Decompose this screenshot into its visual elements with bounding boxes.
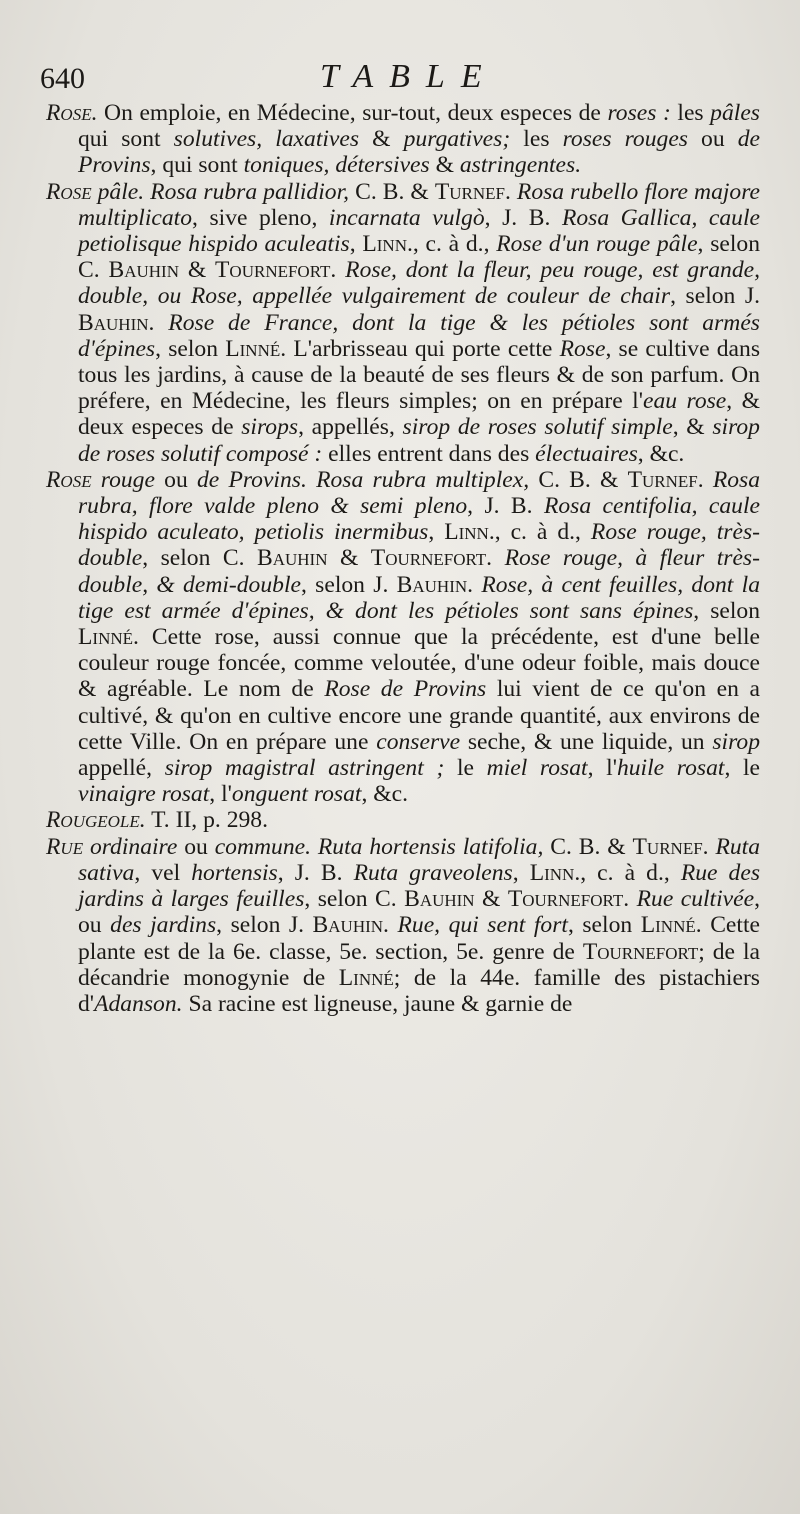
entry-headword: Rougeole.	[46, 807, 146, 834]
entry-text-run: Tournefort.	[370, 545, 493, 572]
entry-rose-pale	[46, 179, 760, 467]
entry-text-run: ,	[349, 231, 363, 258]
entry-text-run: , se cultive dans tous les jardins, à cause de la beauté de ses fleurs & de son parfum. On préfere, en Médecine, les fleurs simples; on en prépare l'	[78, 335, 761, 415]
entry-text-run: Bauhin	[256, 545, 328, 572]
entry-text-run: Cette plante est de la 6e. classe, 5e. section, 5e. genre de	[78, 912, 760, 965]
entry-text-run: &	[359, 126, 404, 153]
entry-text-run: Cette rose, aussi connue que la précédente, est d'une belle couleur rouge foncée, comme veloutée, d'une odeur foible, mais douce & agréable. Le nom de	[78, 624, 760, 703]
entry-text-run: Bauhin	[404, 886, 475, 913]
entry-text-run: Linn.	[529, 859, 581, 886]
entry-text-run: , l'	[587, 755, 617, 782]
entry-text-run: Bauhin.	[78, 309, 155, 336]
entry-text-run: elles entrent dans des	[322, 440, 536, 467]
entry-text-run: lui vient de ce qu'on en a cultivé, & qu'on en cultive encore une grande quantité, aux environs de cette Ville. On en prépare une	[78, 676, 760, 755]
entry-text-run: de la décandrie monogynie de	[78, 938, 760, 991]
entry-text-run: électuaires	[535, 440, 638, 467]
entry-text-run: Ruta sativa	[78, 833, 761, 886]
entry-text-run: pâles	[710, 100, 760, 126]
entry-rougeole	[46, 807, 760, 833]
body-text	[46, 100, 760, 1017]
entry-text-run	[154, 310, 168, 336]
entry-text-run: Rose d'un rouge pâle	[496, 231, 698, 258]
entry-text-run: sirop de roses solutif simple	[402, 414, 673, 441]
entry-text-run: eau rose	[642, 388, 727, 415]
entry-text-run: Rue cultivée	[636, 886, 755, 913]
entry-text-run: , J. B.	[277, 859, 354, 886]
entry-text-run: sirop magistral astringent ;	[164, 755, 445, 782]
entry-text-run: , J. B.	[484, 204, 562, 231]
entry-text-run: Linn.	[362, 231, 413, 258]
entry-text-run: sirop de roses solutif composé :	[78, 414, 760, 467]
running-title: TABLE	[320, 58, 498, 95]
entry-text-run: , & deux especes de	[78, 388, 760, 441]
entry-text-run: vinaigre rosat	[78, 781, 210, 808]
entry-text-run: ou	[687, 126, 738, 153]
entry-text-run: , selon J.	[216, 912, 313, 939]
entry-text-run: Bauhin.	[396, 571, 474, 598]
entry-text-run: Rosa rubello flore majore multiplicato	[78, 178, 760, 231]
entry-headword: Rose	[46, 178, 92, 205]
entry-text-run: roses :	[607, 100, 671, 126]
entry-text-run: miel rosat	[486, 755, 588, 782]
entry-text-run: , selon	[693, 597, 760, 624]
entry-text-run: Linn.	[444, 519, 495, 546]
entry-rose-rouge	[46, 467, 760, 808]
entry-text-run: Tournefort;	[582, 938, 705, 965]
entry-text-run: C. B. &	[543, 833, 633, 860]
entry-text-run: Turnef.	[627, 466, 704, 493]
entry-text-run: , &c.	[361, 781, 408, 808]
entry-text-run: , selon C.	[304, 886, 405, 913]
entry-text-run: rouge	[91, 466, 155, 493]
entry-text-run: Linné.	[225, 335, 287, 362]
entry-text-run: &	[178, 257, 216, 284]
entry-text-run: Sa racine est ligneuse, jaune & garnie de	[182, 990, 573, 1017]
entry-text-run: , c. à d.,	[580, 859, 681, 886]
entry-headword: Rue	[46, 833, 84, 860]
entry-text-run: sirops	[241, 414, 299, 441]
entry-text-run: Rose, dont la fleur, peu rouge, est grande, double, ou Rose, appellée vulgairement de couleur de chair	[78, 257, 760, 310]
entry-text-run: astringentes.	[459, 152, 582, 179]
entry-text-run: de la 44e. famille des pistachiers d'	[78, 964, 760, 1017]
entry-text-run: seche, & une liquide, un	[460, 728, 713, 755]
entry-text-run: ou	[154, 466, 197, 493]
entry-text-run: les	[670, 100, 711, 126]
entry-text-run: Bauhin.	[312, 912, 389, 939]
entry-text-run: ordinaire	[83, 833, 178, 860]
entry-text-run: , selon	[567, 912, 641, 939]
entry-text-run: huile rosat	[616, 755, 725, 782]
entry-text-run: C. B. &	[529, 466, 628, 493]
entry-text-run: , vel	[134, 859, 192, 886]
entry-text-run: , selon C.	[142, 545, 257, 572]
entry-text-run: , &c.	[637, 440, 685, 467]
entry-text-run	[492, 545, 504, 571]
entry-text-run: Linné.	[78, 624, 139, 651]
entry-text-run: ,	[428, 519, 445, 546]
entry-text-run: le	[444, 755, 487, 782]
entry-text-run: Rose rouge, très-double	[78, 519, 760, 572]
entry-text-run: Rose de France, dont la tige & les pétioles sont armés d'épines	[78, 309, 760, 362]
entry-text-run: Tournefort.	[507, 886, 630, 913]
entry-headword: Rose	[46, 466, 92, 493]
entry-text-run: T. II, p. 298.	[145, 807, 268, 834]
entry-rue	[46, 834, 760, 1017]
entry-text-run: , qui sont	[150, 152, 244, 179]
entry-text-run: onguent rosat	[231, 781, 362, 808]
entry-text-run: , c. à d.,	[412, 231, 497, 258]
entry-text-run: toniques, détersives	[243, 152, 430, 179]
entry-text-run: Rosa Gallica, caule petiolisque hispido aculeatis	[78, 204, 760, 258]
entry-text-run: commune. Ruta hortensis latifolia,	[214, 833, 544, 860]
entry-text-run: On emploie, en Médecine, sur-tout, deux especes de	[97, 100, 608, 126]
entry-text-run: Rose	[559, 335, 606, 362]
entry-text-run: les	[510, 126, 563, 153]
entry-text-run: , selon J.	[300, 571, 397, 598]
page-header	[40, 58, 760, 102]
entry-text-run: , J. B.	[467, 493, 544, 520]
entry-text-run: , sive pleno,	[192, 204, 329, 231]
entry-text-run: Rue, qui sent fort	[397, 912, 568, 939]
entry-text-run: ,	[512, 859, 530, 886]
entry-text-run: conserve	[376, 728, 461, 755]
entry-text-run: , selon J.	[670, 283, 761, 310]
entry-text-run: purgatives;	[403, 126, 511, 153]
entry-text-run: Linné.	[640, 912, 702, 939]
entry-text-run: appellé,	[78, 755, 165, 782]
entry-text-run: Tournefort.	[215, 257, 337, 284]
entry-text-run: Rosa centifolia, caule hispido aculeato, petiolis inermibus	[78, 493, 760, 546]
entry-text-run	[704, 467, 713, 493]
entry-text-run: &	[429, 152, 460, 179]
entry-text-run: , appellés,	[298, 414, 403, 441]
entry-text-run: de Provins	[78, 126, 761, 179]
entry-text-run: qui sont	[78, 126, 174, 153]
entry-text-run: , c. à d.,	[494, 519, 591, 546]
entry-text-run: &	[327, 545, 371, 572]
entry-text-run: Rosa rubra, flore valde pleno & semi pleno	[78, 466, 761, 520]
entry-text-run: L'arbrisseau qui porte cette	[286, 335, 560, 362]
entry-text-run: des jardins	[110, 912, 217, 939]
entry-text-run: Adanson.	[94, 990, 183, 1017]
entry-text-run: de Provins. Rosa rubra multiplex,	[196, 466, 530, 493]
entry-text-run: Linné;	[338, 964, 401, 991]
entry-text-run: Rose de Provins	[324, 676, 487, 703]
entry-text-run: , l'	[209, 781, 232, 808]
entry-text-run: Turnef.	[434, 178, 511, 205]
entry-text-run: solutives, laxatives	[173, 126, 360, 153]
entry-text-run	[629, 886, 636, 912]
entry-text-run: Rose rouge, à fleur très-double, & demi-double	[78, 545, 760, 598]
entry-text-run: , selon	[155, 335, 226, 362]
entry-text-run: , ou	[78, 886, 760, 939]
entry-text-run: sirop	[712, 728, 761, 755]
page-number: 640	[40, 62, 85, 95]
entry-text-run: , selon C.	[78, 231, 760, 284]
entry-text-run: , le	[724, 755, 761, 782]
entry-text-run	[336, 257, 345, 283]
entry-text-run: Ruta graveolens	[353, 859, 513, 886]
entry-text-run: Rose, à cent feuilles, dont la tige est armée d'épines, & dont les pétioles sont sans épines	[78, 571, 760, 624]
entry-text-run: &	[474, 886, 508, 913]
entry-text-run: pâle. Rosa rubra pallidior,	[91, 178, 350, 205]
entry-text-run: Rue des jardins à larges feuilles	[78, 859, 761, 913]
entry-text-run: , &	[672, 414, 713, 441]
entry-text-run: incarnata vulgò	[328, 204, 485, 231]
entry-text-run: Bauhin	[108, 257, 179, 284]
entry-rose	[46, 100, 760, 179]
entry-text-run: hortensis	[191, 859, 278, 886]
entry-text-run: Turnef.	[632, 833, 709, 860]
entry-text-run: roses rouges	[562, 126, 688, 153]
entry-text-run: ou	[177, 833, 215, 860]
entry-text-run: C. B. &	[349, 178, 435, 205]
entry-headword: Rose.	[46, 100, 98, 126]
